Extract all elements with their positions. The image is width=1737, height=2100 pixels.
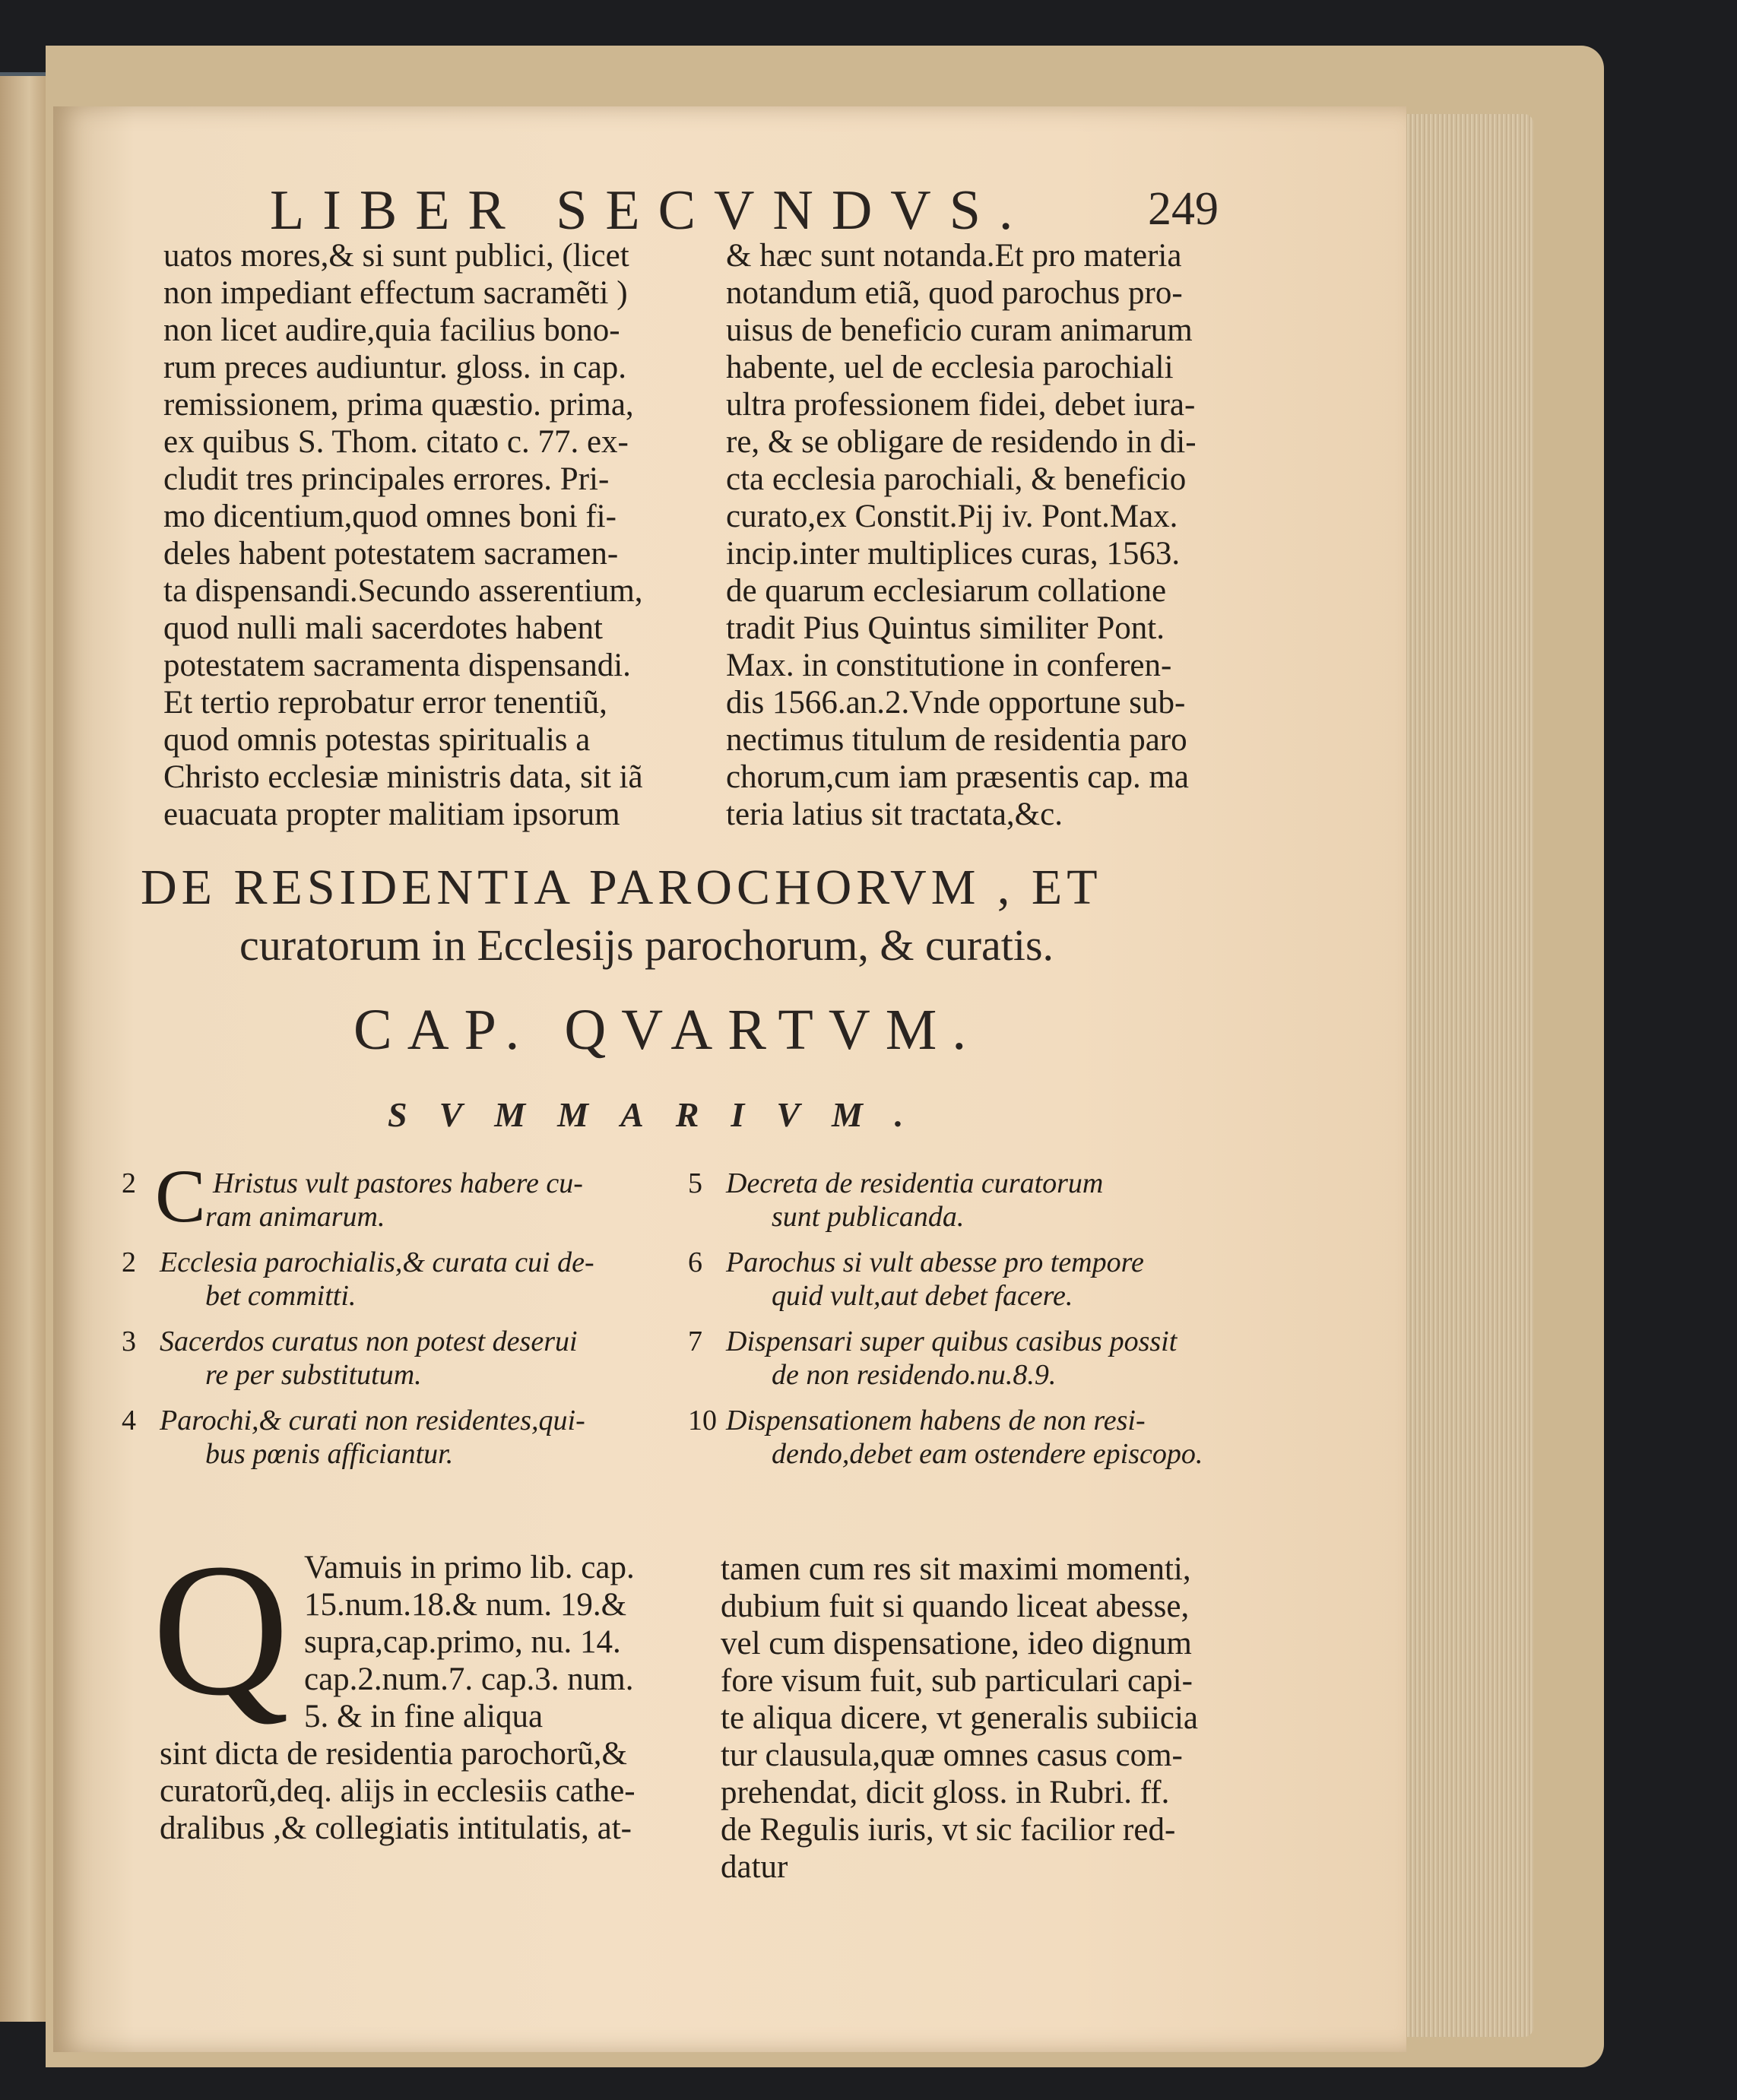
text-line: 5. & in fine aliqua xyxy=(304,1699,544,1734)
text-line: deles habent potestatem sacramen- xyxy=(163,536,619,572)
summary-line: ram animarum. xyxy=(205,1201,385,1233)
summary-item-text xyxy=(160,1167,684,1200)
text-line: prehendat, dicit gloss. in Rubri. ff. xyxy=(721,1775,1170,1810)
text-line: te aliqua dicere, vt generalis subiicia xyxy=(721,1700,1199,1736)
summary-item-text xyxy=(726,1404,1258,1437)
text-line: tur clausula,quæ omnes casus com- xyxy=(721,1737,1183,1773)
text-line: de quarum ecclesiarum collatione xyxy=(726,573,1167,609)
text-line: de Regulis iuris, vt sic facilior red- xyxy=(721,1812,1176,1848)
text-line: remissionem, prima quæstio. prima, xyxy=(163,387,634,423)
summary-item-number: 3 xyxy=(122,1326,136,1357)
text-line: uisus de beneficio curam animarum xyxy=(726,312,1193,348)
text-line: datur xyxy=(721,1849,788,1885)
body-column-right xyxy=(721,1550,1198,1886)
summary-line: bus pœnis afficiantur. xyxy=(205,1438,454,1470)
text-column-right xyxy=(726,237,1197,833)
text-line: & hæc sunt notanda.Et pro materia xyxy=(726,238,1182,274)
text-line: mo dicentium,quod omnes boni fi- xyxy=(163,499,617,534)
summary-line: Ecclesia parochialis,& curata cui de- xyxy=(160,1246,594,1278)
summary-line: Parochi,& curati non residentes,qui- xyxy=(160,1405,585,1436)
text-line: cap.2.num.7. cap.3. num. xyxy=(304,1661,634,1697)
summary-item-text xyxy=(726,1167,1258,1200)
text-line: ta dispensandi.Secundo asserentium, xyxy=(163,573,643,609)
page-number: 249 xyxy=(1148,183,1219,235)
summary-item-text xyxy=(160,1325,684,1358)
text-line: supra,cap.primo, nu. 14. xyxy=(304,1624,621,1660)
summary-item xyxy=(688,1404,1258,1471)
text-line: Christo ecclesiæ ministris data, sit iã xyxy=(163,759,643,795)
text-line: rum preces audiuntur. gloss. in cap. xyxy=(163,350,627,385)
section-subtitle: curatorum in Ecclesijs parochorum, & curatis. xyxy=(239,920,1054,970)
summary-item xyxy=(122,1325,684,1392)
summary-line: Decreta de residentia curatorum xyxy=(726,1167,1104,1199)
text-line: dis 1566.an.2.Vnde opportune sub- xyxy=(726,685,1186,721)
summary-item-text xyxy=(726,1246,1258,1279)
summary-item xyxy=(122,1404,684,1471)
text-line: curato,ex Constit.Pij iv. Pont.Max. xyxy=(726,499,1178,534)
body-column-left xyxy=(160,1549,636,1847)
text-line: non licet audire,quia facilius bono- xyxy=(163,312,620,348)
text-column-left xyxy=(163,237,643,833)
summary-list-left xyxy=(122,1154,684,1483)
text-line: nectimus titulum de residentia paro xyxy=(726,722,1187,758)
summary-item xyxy=(688,1325,1258,1392)
summary-line: sunt publicanda. xyxy=(772,1201,965,1233)
summary-item-text xyxy=(726,1325,1258,1358)
summary-item xyxy=(688,1246,1258,1313)
text-line: dralibus ,& collegiatis intitulatis, at- xyxy=(160,1810,632,1846)
summary-item-text xyxy=(160,1246,684,1279)
drop-cap: Q xyxy=(152,1525,290,1735)
text-line: cta ecclesia parochiali, & beneficio xyxy=(726,461,1187,497)
summary-list-right xyxy=(688,1167,1258,1483)
running-head: LIBER SECVNDVS. xyxy=(270,179,1032,242)
summary-item-number: 2 xyxy=(122,1167,136,1199)
text-line: fore visum fuit, sub particulari capi- xyxy=(721,1663,1193,1699)
summary-line: Dispensari super quibus casibus possit xyxy=(726,1326,1178,1357)
summary-item-text xyxy=(160,1404,684,1437)
text-line: Max. in constitutione in conferen- xyxy=(726,648,1172,683)
text-line: sint dicta de residentia parochorũ,& xyxy=(160,1736,627,1772)
section-title: DE RESIDENTIA PAROCHORVM , ET xyxy=(141,860,1102,915)
summary-line: Parochus si vult abesse pro tempore xyxy=(726,1246,1144,1278)
drop-cap: C xyxy=(155,1154,206,1238)
summary-line: Dispensationem habens de non resi- xyxy=(726,1405,1146,1436)
summary-line: quid vult,aut debet facere. xyxy=(772,1280,1073,1312)
text-line: incip.inter multiplices curas, 1563. xyxy=(726,536,1181,572)
text-line: euacuata propter malitiam ipsorum xyxy=(163,797,620,832)
summary-line: bet committi. xyxy=(205,1280,357,1312)
text-line: curatorũ,deq. alijs in ecclesiis cathe- xyxy=(160,1773,636,1809)
summary-line: Hristus vult pastores habere cu- xyxy=(213,1167,583,1199)
text-line: dubium fuit si quando liceat abesse, xyxy=(721,1588,1190,1624)
text-line: Vamuis in primo lib. cap. xyxy=(304,1550,635,1585)
summary-item-number: 10 xyxy=(688,1405,717,1436)
summary-line: Sacerdos curatus non potest deserui xyxy=(160,1326,578,1357)
summary-item-number: 4 xyxy=(122,1405,136,1436)
text-line: tamen cum res sit maximi momenti, xyxy=(721,1551,1191,1587)
text-line: re, & se obligare de residendo in di- xyxy=(726,424,1197,460)
summary-item-number: 2 xyxy=(122,1246,136,1278)
summary-line: dendo,debet eam ostendere episcopo. xyxy=(772,1438,1203,1470)
summary-item-number: 7 xyxy=(688,1326,702,1357)
summarium-heading: SVMMARIVM. xyxy=(388,1095,936,1134)
text-line: ultra professionem fidei, debet iura- xyxy=(726,387,1196,423)
summary-item-number: 5 xyxy=(688,1167,702,1199)
text-line: habente, uel de ecclesia parochiali xyxy=(726,350,1174,385)
text-line: potestatem sacramenta dispensandi. xyxy=(163,648,631,683)
text-line: notandum etiã, quod parochus pro- xyxy=(726,275,1183,311)
text-line: ex quibus S. Thom. citato c. 77. ex- xyxy=(163,424,629,460)
page-block-edge xyxy=(1400,114,1533,2037)
summary-item xyxy=(688,1167,1258,1234)
text-line: quod nulli mali sacerdotes habent xyxy=(163,610,603,646)
text-line: chorum,cum iam præsentis cap. ma xyxy=(726,759,1190,795)
chapter-title: CAP. QVARTVM. xyxy=(353,998,982,1062)
summary-item-number: 6 xyxy=(688,1246,702,1278)
summary-line: de non residendo.nu.8.9. xyxy=(772,1359,1057,1391)
text-line: uatos mores,& si sunt publici, (licet xyxy=(163,238,629,274)
text-line: quod omnis potestas spiritualis a xyxy=(163,722,591,758)
summary-line: re per substitutum. xyxy=(205,1359,422,1391)
text-line: teria latius sit tractata,&c. xyxy=(726,797,1063,832)
text-line: non impediant effectum sacramẽti ) xyxy=(163,275,628,311)
text-line: vel cum dispensatione, ideo dignum xyxy=(721,1626,1192,1661)
text-line: tradit Pius Quintus similiter Pont. xyxy=(726,610,1165,646)
text-line: Et tertio reprobatur error tenentiũ, xyxy=(163,685,607,721)
text-line: 15.num.18.& num. 19.& xyxy=(304,1587,627,1623)
summary-item xyxy=(122,1246,684,1313)
text-line: cludit tres principales errores. Pri- xyxy=(163,461,610,497)
summary-item xyxy=(122,1154,684,1238)
